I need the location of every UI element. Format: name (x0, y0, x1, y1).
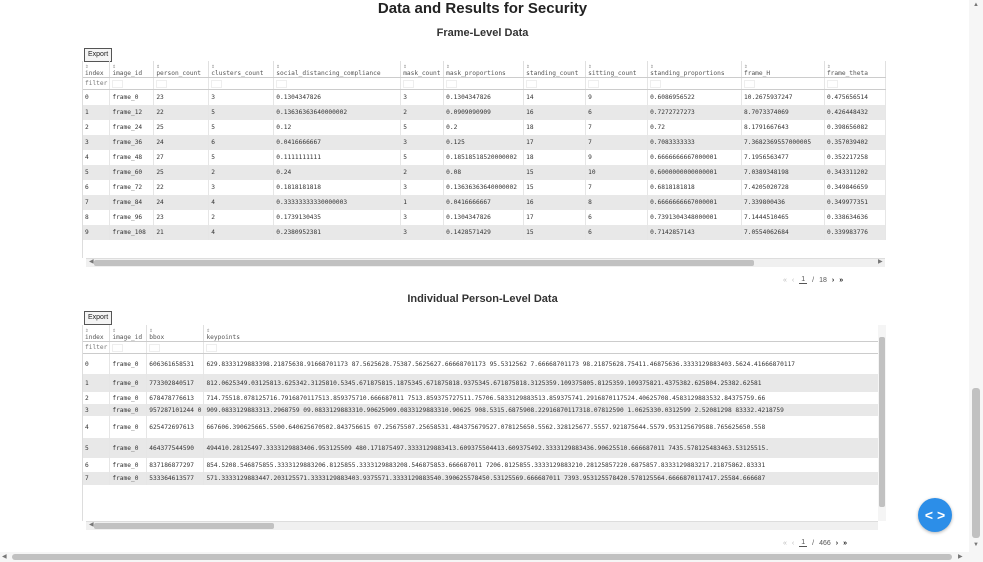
table-cell: frame_48 (110, 150, 154, 165)
sort-icon[interactable]: ⇕ (526, 63, 530, 70)
table-cell: 0.1304347826 (274, 90, 401, 106)
table-cell: 2 (83, 120, 110, 135)
table-cell: 16 (524, 195, 586, 210)
table-cell: 0.349846659 (824, 180, 885, 195)
column-header-label: image_id (112, 334, 143, 341)
table-cell: 0.2380952381 (274, 225, 401, 240)
table-cell: 0.339983776 (824, 225, 885, 240)
table-cell: 24 (154, 195, 209, 210)
table-cell: 6 (586, 105, 648, 120)
table-row[interactable] (83, 90, 886, 106)
table-cell: frame_0 (110, 438, 147, 458)
column-header-label: social_distancing_compliance (276, 70, 381, 77)
person-page-total: 466 (819, 539, 831, 547)
sort-icon[interactable]: ⇕ (744, 63, 748, 70)
table-cell: 25 (154, 120, 209, 135)
page-scroll-left-arrow[interactable]: ◀ (2, 554, 7, 560)
filter-cell (274, 78, 401, 90)
table-cell: 464377544590 (147, 438, 204, 458)
table-cell: 6 (83, 180, 110, 195)
table-row[interactable] (83, 210, 886, 225)
table-cell: 0.13636363640000002 (444, 180, 524, 195)
column-header[interactable] (154, 61, 209, 78)
frame-page-separator: / (812, 276, 815, 284)
table-cell: 0.2 (444, 120, 524, 135)
sort-icon[interactable]: ⇕ (112, 63, 116, 70)
table-cell: frame_0 (110, 392, 147, 404)
filter-cell (154, 78, 209, 90)
table-cell: 6 (209, 135, 274, 150)
table-cell: frame_0 (110, 354, 147, 375)
person-prev-page-button[interactable]: ‹ (791, 539, 795, 547)
page-scroll-right-arrow[interactable]: ▶ (958, 554, 963, 560)
code-brackets-icon[interactable]: < > (918, 498, 952, 532)
frame-scroll-thumb[interactable] (94, 260, 754, 266)
table-cell: 15 (524, 180, 586, 195)
frame-horizontal-scrollbar[interactable] (86, 258, 885, 267)
table-cell: 0.7391304348000001 (648, 210, 742, 225)
table-cell: frame_0 (110, 404, 147, 416)
table-cell: 0.7142857143 (648, 225, 742, 240)
filter-cell (110, 78, 154, 90)
table-cell: 667606.390625665.5500.640625670502.843756615 07.25675507.25658531.484375679527.078125650.5562.328125677.5557.921875644.5579.953125679588.765625650.558 (204, 416, 879, 438)
table-cell: 7.1444510465 (742, 210, 825, 225)
table-cell: 7 (586, 180, 648, 195)
table-cell: 27 (154, 150, 209, 165)
table-row[interactable] (83, 374, 879, 392)
column-filter-input[interactable] (156, 80, 167, 88)
table-cell: frame_12 (110, 105, 154, 120)
table-cell: 678478776613 (147, 392, 204, 404)
sort-icon[interactable]: ⇕ (826, 63, 831, 70)
person-horizontal-scrollbar[interactable] (86, 521, 878, 530)
person-last-page-button[interactable]: » (843, 539, 848, 547)
sort-icon[interactable]: ⇕ (446, 63, 450, 70)
column-header-label: mask_proportions (446, 70, 506, 77)
table-cell: 571.3333129883447.203125571.3333129883403.9375571.3333129883540.390625578450.53125569.666687011 7393.953125578420.578125564.6666870117417.25584.666687 (204, 472, 879, 485)
table-cell: 2 (83, 392, 110, 404)
table-cell: 2 (401, 105, 444, 120)
table-cell: 0.343311202 (824, 165, 885, 180)
table-cell: 494410.28125497.3333129883406.953125509 480.171875497.3333129883413.609375504413.609375492.3333129883436.90625510.666687011 7435.578125483463.53125515. (204, 438, 879, 458)
table-cell: 14 (524, 90, 586, 106)
sort-icon[interactable]: ⇕ (85, 327, 89, 334)
table-cell: 8 (83, 210, 110, 225)
table-cell: frame_72 (110, 180, 154, 195)
column-header[interactable] (110, 61, 154, 78)
table-cell: 5 (209, 105, 274, 120)
table-cell: 0.1111111111 (274, 150, 401, 165)
table-cell: 23 (154, 210, 209, 225)
table-cell: 23 (154, 90, 209, 106)
column-header[interactable] (83, 61, 110, 78)
filter-label: filter (83, 342, 110, 354)
table-row[interactable] (83, 472, 879, 485)
frame-page-input[interactable]: 1 (801, 276, 806, 283)
column-header[interactable] (524, 61, 586, 78)
frame-section-title: Frame-Level Data (436, 27, 529, 39)
table-cell: 17 (524, 135, 586, 150)
table-cell: frame_36 (110, 135, 154, 150)
table-cell: 0.1818181818 (274, 180, 401, 195)
table-cell: 0.1304347826 (444, 210, 524, 225)
person-scroll-left-arrow[interactable]: ◀ (89, 522, 94, 528)
table-row[interactable] (83, 225, 886, 240)
table-cell: 0.6000000000000001 (648, 165, 742, 180)
table-cell: 3 (83, 404, 110, 416)
table-cell: 5 (209, 150, 274, 165)
column-header-label: standing_proportions (650, 70, 725, 77)
table-cell: frame_24 (110, 120, 154, 135)
table-cell: 2 (209, 210, 274, 225)
table-cell: 0.33333333330000003 (274, 195, 401, 210)
sort-icon[interactable]: ⇕ (156, 63, 160, 70)
table-cell: 15 (524, 225, 586, 240)
column-filter-input[interactable] (744, 80, 755, 88)
column-filter-input[interactable] (206, 344, 217, 352)
table-cell: 2 (401, 165, 444, 180)
table-cell: 0.7272727273 (648, 105, 742, 120)
column-filter-input[interactable] (446, 80, 457, 88)
column-filter-input[interactable] (403, 80, 414, 88)
table-cell: 3 (209, 90, 274, 106)
table-cell: 8.7073374069 (742, 105, 825, 120)
page-vertical-scrollbar[interactable] (969, 0, 983, 562)
table-row[interactable] (83, 195, 886, 210)
table-cell: 7 (83, 195, 110, 210)
frame-next-page-button[interactable]: › (831, 276, 835, 284)
person-page-input[interactable]: 1 (801, 539, 806, 546)
table-cell: 0.6818181818 (648, 180, 742, 195)
table-cell: 7.339800436 (742, 195, 825, 210)
person-pagination (783, 539, 847, 547)
table-cell: 6 (586, 210, 648, 225)
table-cell: 3 (401, 135, 444, 150)
table-cell: 6 (586, 225, 648, 240)
table-cell: 0.18518518520000002 (444, 150, 524, 165)
table-row[interactable] (83, 135, 886, 150)
column-header[interactable] (83, 325, 110, 342)
column-header[interactable] (147, 325, 204, 342)
table-cell: 0.72 (648, 120, 742, 135)
column-filter-input[interactable] (276, 80, 287, 88)
table-cell: 773302840517 (147, 374, 204, 392)
frame-last-page-button[interactable]: » (839, 276, 844, 284)
table-cell: 21 (154, 225, 209, 240)
table-row[interactable] (83, 105, 886, 120)
table-cell: frame_108 (110, 225, 154, 240)
table-cell: 2 (209, 165, 274, 180)
table-cell: 0.0416666667 (444, 195, 524, 210)
table-cell: 3 (401, 180, 444, 195)
table-cell: 909.0833129883313.2968759 09.0833129883310.90625909.0833129883310.90625 908.5315.6875908.22916870117318.07812590 1.0625330.0312599 2.52081298 83332.4218759 (204, 404, 879, 416)
table-cell: 9 (586, 90, 648, 106)
column-header[interactable] (274, 61, 401, 78)
table-cell: 8 (586, 195, 648, 210)
column-filter-input[interactable] (112, 344, 123, 352)
table-cell: 6 (83, 458, 110, 472)
table-cell: 7.0389348198 (742, 165, 825, 180)
sort-icon[interactable]: ⇕ (206, 327, 211, 334)
sort-icon[interactable]: ⇕ (403, 63, 407, 70)
page-vscroll-thumb[interactable] (972, 388, 980, 538)
filter-cell (204, 342, 879, 354)
table-cell: 4 (209, 195, 274, 210)
column-header-label: sitting_count (588, 70, 637, 77)
column-header[interactable] (444, 61, 524, 78)
table-cell: 5 (209, 120, 274, 135)
table-row[interactable] (83, 404, 879, 416)
table-cell: 3 (401, 210, 444, 225)
person-scroll-thumb[interactable] (94, 523, 274, 529)
table-cell: frame_84 (110, 195, 154, 210)
table-cell: 7.3682369557000005 (742, 135, 825, 150)
table-cell: 0 (83, 90, 110, 106)
column-filter-input[interactable] (827, 80, 838, 88)
column-header-label: image_id (112, 70, 143, 77)
table-cell: 7 (586, 135, 648, 150)
table-cell: 7.1956563477 (742, 150, 825, 165)
table-row[interactable] (83, 354, 879, 375)
column-filter-input[interactable] (588, 80, 599, 88)
frame-page-total: 18 (819, 276, 827, 284)
sort-icon[interactable]: ⇕ (112, 327, 116, 334)
column-filter-input[interactable] (650, 80, 661, 88)
table-cell: frame_0 (110, 458, 147, 472)
person-vertical-scrollbar[interactable] (878, 325, 886, 521)
table-row[interactable] (83, 120, 886, 135)
table-cell: 0.338634636 (824, 210, 885, 225)
table-cell: 837186877297 (147, 458, 204, 472)
table-cell: 0.7083333333 (648, 135, 742, 150)
column-header[interactable] (401, 61, 444, 78)
filter-cell (648, 78, 742, 90)
table-cell: 0 (83, 354, 110, 375)
person-first-page-button[interactable]: « (783, 539, 787, 547)
table-cell: 5 (401, 120, 444, 135)
column-header-label: bbox (149, 334, 165, 341)
column-header[interactable] (742, 61, 825, 78)
table-cell: 0.125 (444, 135, 524, 150)
person-table (82, 325, 879, 521)
table-cell: 1 (83, 374, 110, 392)
column-header-label: person_count (156, 70, 202, 77)
table-cell: 24 (154, 135, 209, 150)
column-header[interactable] (110, 325, 147, 342)
table-cell: 3 (401, 90, 444, 106)
person-page-separator: / (812, 539, 815, 547)
frame-first-page-button[interactable]: « (783, 276, 787, 284)
table-cell: 15 (524, 165, 586, 180)
table-cell: 4 (83, 150, 110, 165)
column-header[interactable] (209, 61, 274, 78)
filter-cell (742, 78, 825, 90)
filter-cell (586, 78, 648, 90)
table-cell: 0.352217258 (824, 150, 885, 165)
frame-prev-page-button[interactable]: ‹ (791, 276, 795, 284)
filter-cell (147, 342, 204, 354)
sort-icon[interactable]: ⇕ (211, 63, 215, 70)
column-header[interactable] (204, 325, 879, 342)
sort-icon[interactable]: ⇕ (588, 63, 592, 70)
table-cell: 0.6666666667000001 (648, 150, 742, 165)
person-export-button[interactable]: Export (84, 311, 112, 325)
table-cell: 0.24 (274, 165, 401, 180)
table-cell: 0.0909090909 (444, 105, 524, 120)
frame-data-table (83, 61, 886, 240)
table-cell: frame_0 (110, 416, 147, 438)
person-vscroll-thumb[interactable] (879, 337, 885, 507)
table-cell: 0.349977351 (824, 195, 885, 210)
table-cell: 625472697613 (147, 416, 204, 438)
table-cell: 0.6666666667000001 (648, 195, 742, 210)
table-cell: 3 (401, 225, 444, 240)
table-cell: 18 (524, 120, 586, 135)
table-cell: 0.475656514 (824, 90, 885, 106)
sort-icon[interactable]: ⇕ (650, 63, 654, 70)
filter-label: filter (83, 78, 110, 90)
table-cell: frame_96 (110, 210, 154, 225)
table-cell: 0.426448432 (824, 105, 885, 120)
table-row[interactable] (83, 150, 886, 165)
table-cell: 0.1739130435 (274, 210, 401, 225)
table-cell: frame_0 (110, 472, 147, 485)
column-header-label: keypoints (206, 334, 240, 341)
table-cell: 1 (83, 105, 110, 120)
table-cell: 5 (83, 165, 110, 180)
column-header[interactable] (648, 61, 742, 78)
table-cell: 629.8333129883398.21875638.91668701173 87.5625628.75387.5625627.66668701173 95.5312562 7.66668701173 98.21875628.75411.46875636.3333129883403.5624.41666870117 (204, 354, 879, 375)
column-filter-input[interactable] (149, 344, 160, 352)
table-cell: 3 (83, 135, 110, 150)
table-row[interactable] (83, 438, 879, 458)
table-cell: frame_0 (110, 90, 154, 106)
filter-cell (444, 78, 524, 90)
table-cell: frame_60 (110, 165, 154, 180)
column-header-label: index (85, 70, 104, 77)
sort-icon[interactable]: ⇕ (149, 327, 153, 334)
table-cell: 0.13636363640000002 (274, 105, 401, 120)
page-hscroll-thumb[interactable] (12, 554, 952, 560)
table-cell: 4 (83, 416, 110, 438)
person-section-title: Individual Person-Level Data (407, 293, 558, 305)
page-horizontal-scrollbar[interactable] (0, 552, 969, 562)
table-row[interactable] (83, 180, 886, 195)
column-filter-input[interactable] (526, 80, 537, 88)
column-header-label: frame_H (744, 70, 771, 77)
table-cell: 812.0625349.03125813.625342.3125810.5345.671875815.1875345.671875818.9375345.671875818.3125359.109375805.8125359.109375821.4375382.625804.25382.62581 (204, 374, 879, 392)
filter-cell (824, 78, 885, 90)
table-cell: 606361658531 (147, 354, 204, 375)
table-cell: 17 (524, 210, 586, 225)
table-cell: 4 (209, 225, 274, 240)
person-next-page-button[interactable]: › (835, 539, 839, 547)
table-cell: 533364613577 (147, 472, 204, 485)
table-cell: 16 (524, 105, 586, 120)
filter-cell (524, 78, 586, 90)
table-cell: 0.357039402 (824, 135, 885, 150)
table-row[interactable] (83, 416, 879, 438)
column-header-label: mask_count (403, 70, 441, 77)
table-cell: 10.2675937247 (742, 90, 825, 106)
table-cell: 9 (83, 225, 110, 240)
column-filter-input[interactable] (211, 80, 222, 88)
table-cell: 0.6086956522 (648, 90, 742, 106)
filter-cell (110, 342, 147, 354)
frame-pagination (783, 276, 843, 284)
table-row[interactable] (83, 458, 879, 472)
page-scroll-down-arrow[interactable]: ▼ (973, 542, 979, 548)
frame-scroll-right-arrow[interactable]: ▶ (878, 259, 883, 265)
frame-scroll-left-arrow[interactable]: ◀ (89, 259, 94, 265)
column-header-label: frame_theta (826, 70, 868, 77)
table-cell: 18 (524, 150, 586, 165)
table-cell: 7 (586, 120, 648, 135)
table-cell: 957287101244 0 (147, 404, 204, 416)
table-cell: 9 (586, 150, 648, 165)
table-cell: frame_0 (110, 374, 147, 392)
page-title: Data and Results for Security (377, 0, 588, 17)
filter-cell (401, 78, 444, 90)
table-cell: 714.75518.078125716.7916870117513.859375710.666687011 7513.859375727511.75706.5833129883513.859375741.2916870117524.40625708.4583129883532.84375759.66 (204, 392, 879, 404)
frame-table (82, 61, 886, 258)
table-cell: 0.398656082 (824, 120, 885, 135)
page-scroll-up-arrow[interactable]: ▲ (973, 2, 979, 8)
column-header-label: clusters_count (211, 70, 264, 77)
table-cell: 8.1791667643 (742, 120, 825, 135)
table-cell: 0.08 (444, 165, 524, 180)
table-cell: 10 (586, 165, 648, 180)
column-header-label: index (85, 334, 104, 341)
table-cell: 1 (401, 195, 444, 210)
column-filter-input[interactable] (112, 80, 123, 88)
column-header[interactable] (824, 61, 885, 78)
table-cell: 25 (154, 165, 209, 180)
table-cell: 0.1428571429 (444, 225, 524, 240)
table-cell: 0.1304347826 (444, 90, 524, 106)
table-cell: 0.12 (274, 120, 401, 135)
table-cell: 3 (209, 180, 274, 195)
table-cell: 7.4205020728 (742, 180, 825, 195)
filter-cell (209, 78, 274, 90)
table-cell: 854.5208.546875855.3333129883206.8125855.3333129883208.546875853.666687011 7206.8125855.3333129883210.28125857220.6875857.8333129883217.21875862.83331 (204, 458, 879, 472)
table-cell: 0.0416666667 (274, 135, 401, 150)
table-cell: 22 (154, 105, 209, 120)
sort-icon[interactable]: ⇕ (276, 63, 280, 70)
frame-export-button[interactable]: Export (84, 48, 112, 62)
table-cell: 22 (154, 180, 209, 195)
table-row[interactable] (83, 392, 879, 404)
table-cell: 7 (83, 472, 110, 485)
table-cell: 5 (83, 438, 110, 458)
table-cell: 5 (401, 150, 444, 165)
column-header[interactable] (586, 61, 648, 78)
column-header-label: standing_count (526, 70, 579, 77)
person-data-table (83, 325, 879, 485)
table-row[interactable] (83, 165, 886, 180)
sort-icon[interactable]: ⇕ (85, 63, 89, 70)
table-cell: 7.0554062684 (742, 225, 825, 240)
